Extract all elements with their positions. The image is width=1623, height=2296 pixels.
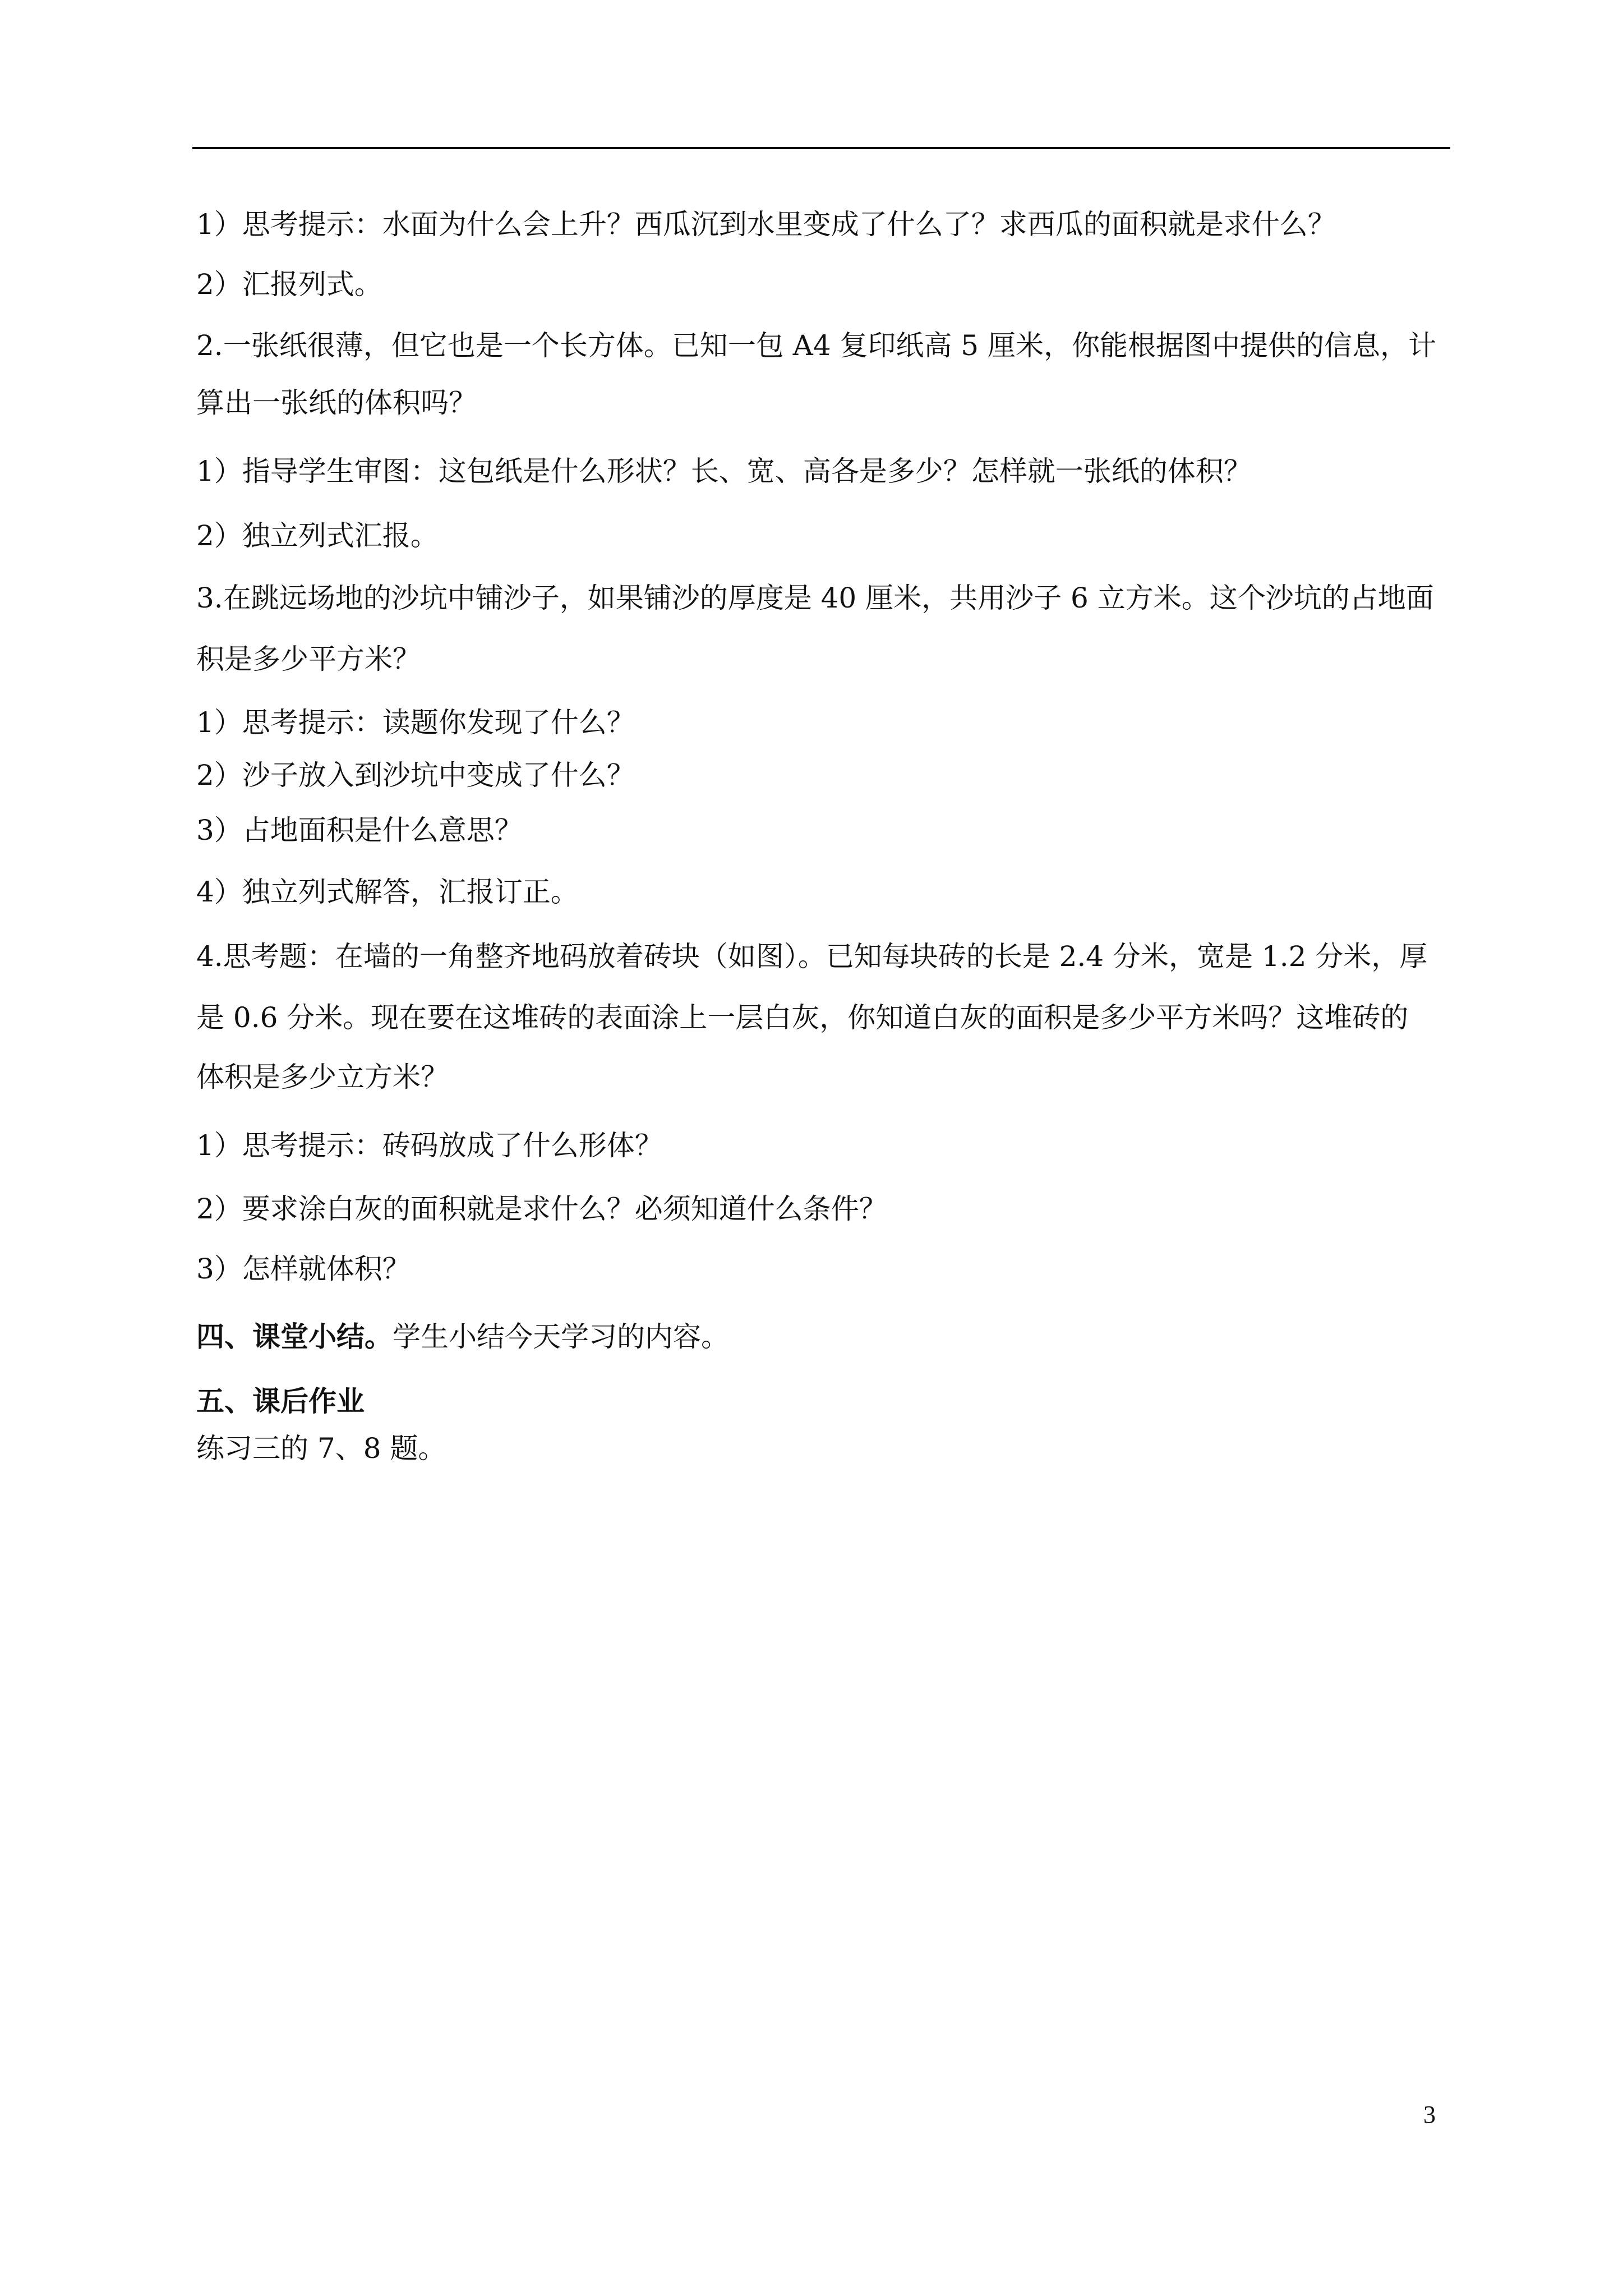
- summary-section: [196, 1320, 729, 1354]
- text-line: 是 0.6 分米。现在要在这堆砖的表面涂上一层白灰，你知道白灰的面积是多少平方米吗？这堆砖的: [196, 1001, 1409, 1034]
- page-number: 3: [1423, 2101, 1436, 2128]
- text-line: 4）独立列式解答，汇报订正。: [196, 876, 579, 908]
- text-line: 体积是多少立方米？: [196, 1061, 449, 1093]
- homework-heading: 五、课后作业: [196, 1384, 365, 1418]
- header-rule: [192, 147, 1450, 149]
- text-line: 2.一张纸很薄，但它也是一个长方体。已知一包 A4 复印纸高 5 厘米，你能根据图中提供的信息，计: [196, 329, 1437, 362]
- text-line: 3）占地面积是什么意思？: [196, 814, 523, 846]
- text-line: 2）沙子放入到沙坑中变成了什么？: [196, 759, 635, 792]
- text-line: 算出一张纸的体积吗？: [196, 386, 477, 419]
- text-line: 1）思考提示：水面为什么会上升？西瓜沉到水里变成了什么了？求西瓜的面积就是求什么？: [196, 208, 1336, 241]
- text-line: 3.在跳远场地的沙坑中铺沙子，如果铺沙的厚度是 40 厘米，共用沙子 6 立方米。这个沙坑的占地面: [196, 582, 1434, 614]
- text-line: 3）怎样就体积？: [196, 1253, 411, 1285]
- homework-text: 练习三的 7、8 题。: [196, 1432, 446, 1465]
- text-line: 1）指导学生审图：这包纸是什么形状？长、宽、高各是多少？怎样就一张纸的体积？: [196, 455, 1252, 487]
- text-line: 2）独立列式汇报。: [196, 519, 439, 552]
- text-line: 2）要求涂白灰的面积就是求什么？必须知道什么条件？: [196, 1193, 887, 1225]
- text-line: 4.思考题：在墙的一角整齐地码放着砖块（如图）。已知每块砖的长是 2.4 分米，宽是 1.2 分米，厚: [196, 940, 1428, 973]
- text-line: 1）思考提示：读题你发现了什么？: [196, 706, 635, 739]
- text-line: 2）汇报列式。: [196, 268, 382, 301]
- summary-text: 学生小结今天学习的内容。: [393, 1320, 729, 1353]
- summary-heading: 四、课堂小结。: [196, 1320, 393, 1353]
- text-line: 1）思考提示：砖码放成了什么形体？: [196, 1129, 663, 1162]
- text-line: 积是多少平方米？: [196, 643, 421, 675]
